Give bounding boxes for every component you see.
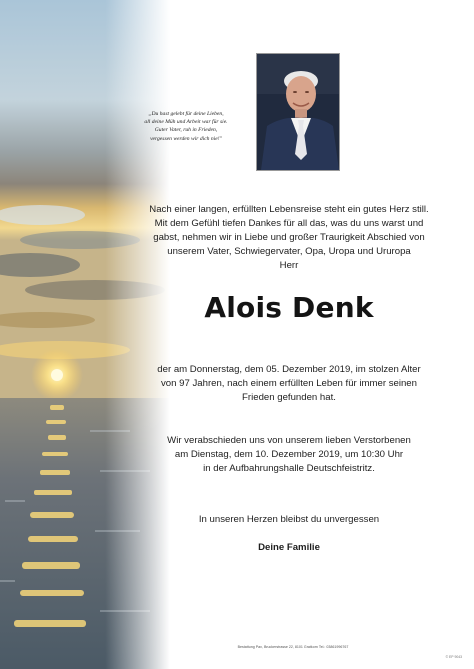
- remembrance-line: In unseren Herzen bleibst du unvergessen: [198, 514, 380, 525]
- footer-code: © EP 9043: [445, 655, 462, 659]
- intro-line: Herr: [279, 260, 299, 271]
- intro-line: Nach einer langen, erfüllten Lebensreise steht ein gutes Herz still.: [149, 204, 429, 215]
- quote-line: Guter Vater, ruh in Frieden,: [154, 127, 218, 134]
- intro-line: unserem Vater, Schwiegervater, Opa, Uropa und Ururopa: [167, 246, 411, 257]
- death-notice-line: der am Donnerstag, dem 05. Dezember 2019, im stolzen Alter: [157, 364, 421, 375]
- farewell-line: Wir verabschieden uns von unserem lieben Verstorbenen: [167, 435, 411, 446]
- funeral-home-footer: Bestattung Pax, Bruckerstrasse 22, 8101 Gratkorn Tel.: 03861996767: [237, 645, 349, 649]
- intro-text: [116, 203, 462, 273]
- family-signature: Deine Familie: [258, 542, 320, 553]
- death-notice-text: [116, 363, 462, 405]
- portrait-illustration: [257, 54, 339, 170]
- farewell-line: am Dienstag, dem 10. Dezember 2019, um 10:30 Uhr: [174, 449, 404, 460]
- deceased-name: Alois Denk: [204, 291, 374, 324]
- sunset-illustration: [0, 0, 170, 669]
- farewell-line: in der Aufbahrungshalle Deutschfeistritz.: [203, 463, 375, 474]
- intro-line: gabst, nehmen wir in Liebe und großer Traurigkeit Abschied von: [153, 232, 425, 243]
- death-notice-line: von 97 Jahren, nach einem erfüllten Leben für immer seinen: [161, 378, 417, 389]
- intro-line: Mit dem Gefühl tiefen Dankes für all das, was du uns warst und: [154, 218, 424, 229]
- quote-line: all deine Müh und Arbeit war für sie.: [144, 119, 228, 126]
- memorial-quote: [120, 110, 252, 143]
- sunset-sea-photo: [0, 0, 170, 669]
- portrait-photo: [256, 53, 340, 171]
- quote-line: „Du hast gelebt für deine Lieben,: [148, 111, 224, 117]
- death-notice-line: Frieden gefunden hat.: [242, 392, 336, 403]
- farewell-text: [116, 434, 462, 476]
- remembrance-text: [116, 513, 462, 527]
- quote-line: vergessen werden wir dich nie!": [150, 135, 222, 142]
